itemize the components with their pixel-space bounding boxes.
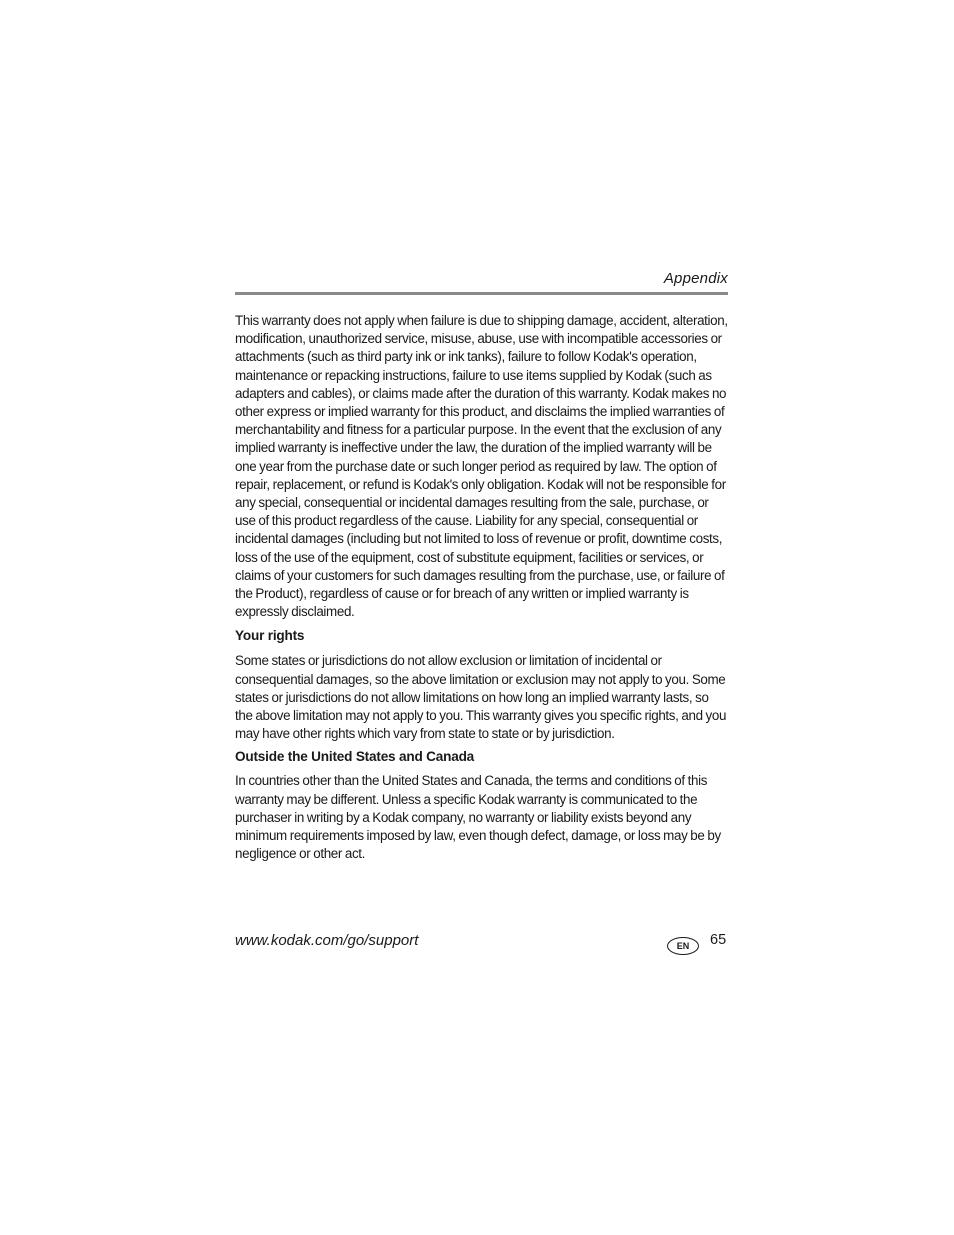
- support-url: www.kodak.com/go/support: [235, 932, 419, 949]
- language-badge-icon: EN: [667, 937, 699, 955]
- page-number: 65: [710, 932, 727, 948]
- warranty-paragraph: This warranty does not apply when failure is due to shipping damage, accident, alteration, modification, unauthorized service, misuse, abuse, use with incompatible accessories or attachments (such as third party ink or ink tanks), failure to follow Kodak's operation, maintenance or repacking instructions, failure to use items supplied by Kodak (such as adapters and cables), or claims made after the duration of this warranty. Kodak makes no other express or implied warranty for this product, and disclaims the implied warranties of merchantability and fitness for a particular purpose. In the event that the exclusion of any implied warranty is ineffective under the law, the duration of the implied warranty will be one year from the purchase date or such longer period as required by law. The option of repair, replacement, or refund is Kodak's only obligation. Kodak will not be responsible for any special, consequential or incidental damages resulting from the sale, purchase, or use of this product regardless of the cause. Liability for any special, consequential or incidental damages (including but not limited to loss of revenue or profit, downtime costs, loss of the use of the equipment, cost of substitute equipment, facilities or services, or claims of your customers for such damages resulting from the purchase, use, or failure of the Product), regardless of cause or for breach of any written or implied warranty is expressly disclaimed.: [235, 313, 728, 620]
- outside-us-canada-paragraph: In countries other than the United States and Canada, the terms and conditions of this warranty may be different. Unless a specific Kodak warranty is communicated to the purchaser in writing by a Kodak company, no warranty or liability exists beyond any minimum requirements imposed by law, even though defect, damage, or loss may be by negligence or other act.: [235, 773, 721, 862]
- header-rule: [235, 292, 728, 295]
- outside-us-canada-heading: Outside the United States and Canada: [235, 749, 475, 765]
- page-content: [235, 312, 728, 863]
- document-page: [235, 0, 728, 1235]
- your-rights-paragraph: Some states or jurisdictions do not allow exclusion or limitation of incidental or consequential damages, so the above limitation or exclusion may not apply to you. Some states or jurisdictions do not allow limitations on how long an implied warranty lasts, so the above limitation may not apply to you. This warranty gives you specific rights, and you may have other rights which vary from state to state or by jurisdiction.: [235, 653, 727, 742]
- running-header: Appendix: [663, 270, 728, 287]
- your-rights-heading: Your rights: [235, 628, 305, 644]
